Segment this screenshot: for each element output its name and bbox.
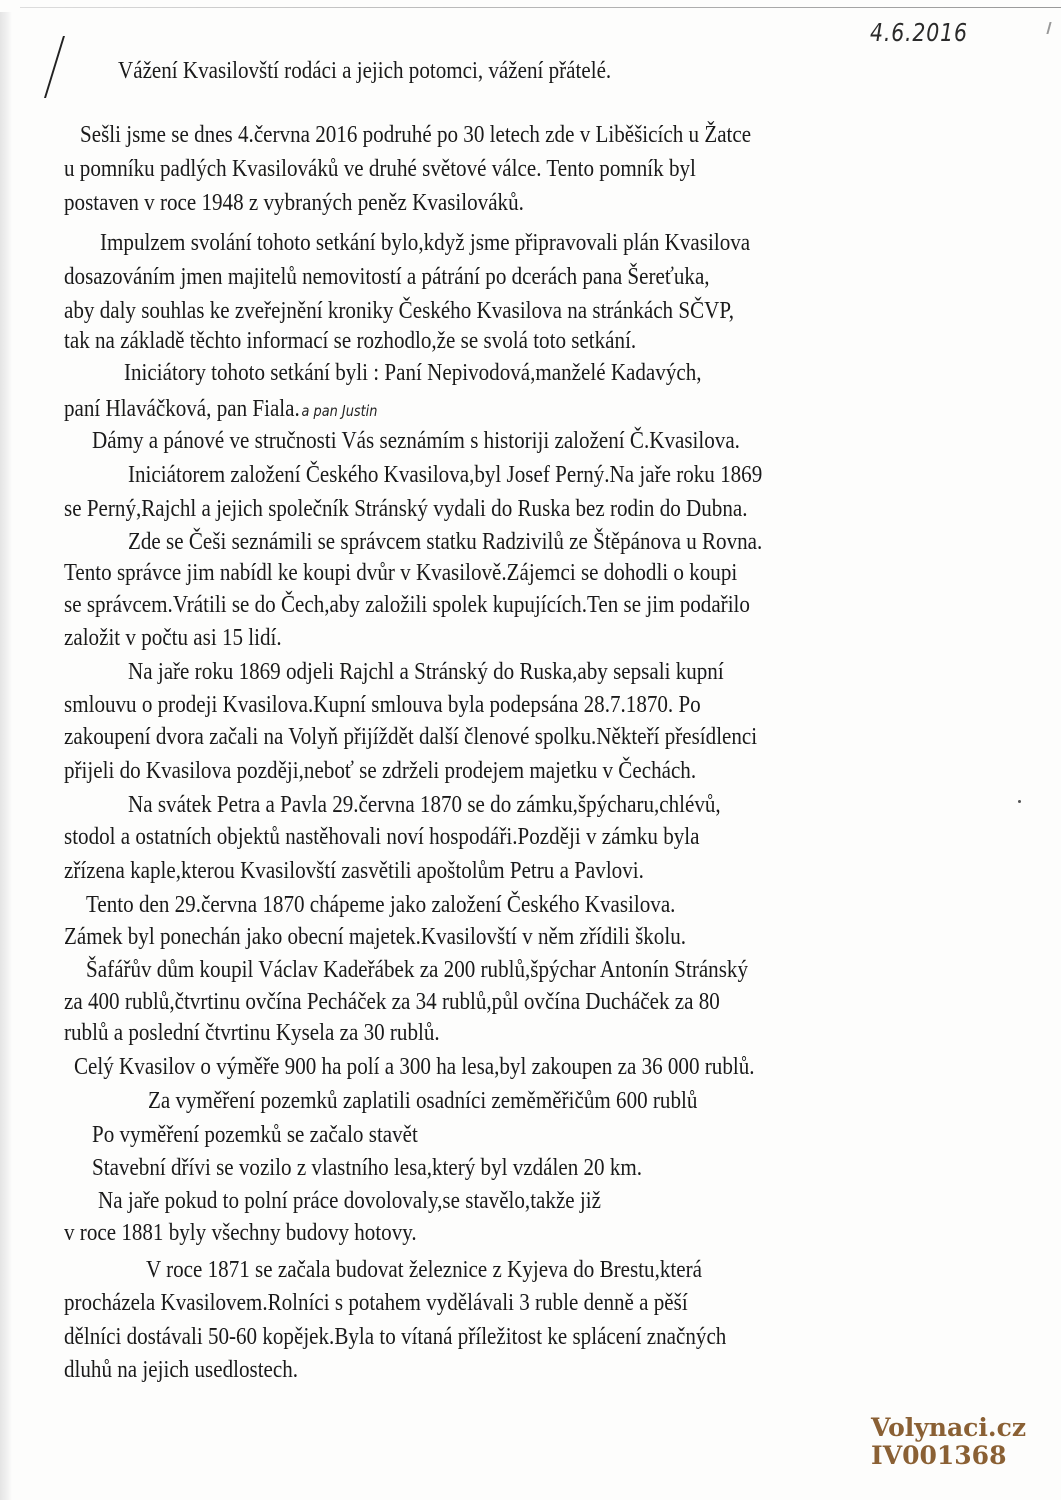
handwritten-date: 4.6.2016 <box>870 18 968 47</box>
text-line: procházela Kvasilovem.Rolníci s potahem vydělávali 3 ruble denně a pěší <box>64 1289 688 1316</box>
text-line: aby daly souhlas ke zveřejnění kroniky Českého Kvasilova na stránkách SČVP, <box>64 297 735 324</box>
text-line-with-note <box>64 394 377 426</box>
text-line: za 400 rublů,čtvrtinu ovčína Pecháček za 34 rublů,půl ovčína Ducháček za 80 <box>64 988 720 1015</box>
scan-edge-top <box>20 7 1061 8</box>
handwritten-note: a pan Justin <box>301 402 378 420</box>
text-line: Impulzem svolání tohoto setkání bylo,když jsme připravovali plán Kvasilova <box>100 229 751 256</box>
text-line: Za vyměření pozemků zaplatili osadníci zeměměřičům 600 rublů <box>148 1087 698 1114</box>
text-line: Tento den 29.června 1870 chápeme jako založení Českého Kvasilova. <box>86 891 676 918</box>
text-line: přijeli do Kvasilova později,neboť se zdrželi prodejem majetku v Čechách. <box>64 757 697 784</box>
text-line: smlouvu o prodeji Kvasilova.Kupní smlouva byla podepsána 28.7.1870. Po <box>64 691 701 718</box>
text-line: Na jaře pokud to polní práce dovolovaly,se stavělo,takže již <box>98 1187 601 1214</box>
text-line: Stavební dřívi se vozilo z vlastního lesa,který byl vzdálen 20 km. <box>92 1154 643 1181</box>
text-line: dosazováním jmen majitelů nemovitostí a pátrání po dcerách pana Šereťuka, <box>64 263 710 290</box>
watermark <box>871 1414 1026 1470</box>
text-line: Na jaře roku 1869 odjeli Rajchl a Stránský do Ruska,aby sepsali kupní <box>128 658 724 685</box>
text-line: Po vyměření pozemků se začalo stavět <box>92 1121 418 1148</box>
greeting: Vážení Kvasilovští rodáci a jejich potomci, vážení přátelé. <box>118 57 612 84</box>
text-line: Na svátek Petra a Pavla 29.června 1870 se do zámku,špýcharu,chlévů, <box>128 791 721 818</box>
text-line: Sešli jsme se dnes 4.června 2016 podruhé po 30 letech zde v Liběšicích u Žatce <box>80 121 752 148</box>
text-line: Celý Kvasilov o výměře 900 ha polí a 300 ha lesa,byl zakoupen za 36 000 rublů. <box>74 1053 755 1080</box>
text-segment: paní Hlaváčková, pan Fiala. <box>64 395 300 422</box>
corner-mark <box>1046 22 1051 34</box>
text-line: stodol a ostatních objektů nastěhovali noví hospodáři.Později v zámku byla <box>64 823 700 850</box>
text-line: u pomníku padlých Kvasilováků ve druhé světové válce. Tento pomník byl <box>64 155 696 182</box>
text-line: Iniciátorem založení Českého Kvasilova,byl Josef Perný.Na jaře roku 1869 <box>128 461 763 488</box>
text-line: založit v počtu asi 15 lidí. <box>64 624 282 651</box>
text-line: Zámek byl ponechán jako obecní majetek.Kvasilovští v něm zřídili školu. <box>64 923 687 950</box>
watermark-id: IV001368 <box>871 1441 1007 1470</box>
stray-mark <box>1018 800 1021 803</box>
handwritten-page-mark <box>44 36 65 98</box>
watermark-site: Volynaci.cz <box>871 1413 1027 1442</box>
text-line: v roce 1881 byly všechny budovy hotovy. <box>64 1219 417 1246</box>
text-line: zřízena kaple,kterou Kvasilovští zasvětili apoštolům Petru a Pavlovi. <box>64 857 644 884</box>
text-line: Zde se Češi seznámili se správcem statku Radzivilů ze Štěpánova u Rovna. <box>128 528 763 555</box>
text-line: dělníci dostávali 50-60 kopějek.Byla to vítaná příležitost ke splácení značných <box>64 1323 727 1350</box>
text-line: Tento správce jim nabídl ke koupi dvůr v Kvasilově.Zájemci se dohodli o koupi <box>64 559 738 586</box>
text-line: Iniciátory tohoto setkání byli : Paní Nepivodová,manželé Kadavých, <box>124 359 702 386</box>
text-line: se správcem.Vrátili se do Čech,aby založili spolek kupujících.Ten se jim podařilo <box>64 591 750 618</box>
text-line: dluhů na jejich usedlostech. <box>64 1356 299 1383</box>
text-line: postaven v roce 1948 z vybraných peněz Kvasilováků. <box>64 189 524 216</box>
text-line: zakoupení dvora začali na Volyň přijíždět další členové spolku.Někteří přesídlenci <box>64 723 758 750</box>
text-line: se Perný,Rajchl a jejich společník Stránský vydali do Ruska bez rodin do Dubna. <box>64 495 748 522</box>
text-line: V roce 1871 se začala budovat železnice z Kyjeva do Brestu,která <box>146 1256 702 1283</box>
text-line: Dámy a pánové ve stručnosti Vás seznámím s historiji založení Č.Kvasilova. <box>92 427 740 454</box>
text-line: Šafářův dům koupil Václav Kadeřábek za 200 rublů,špýchar Antonín Stránský <box>86 956 748 983</box>
text-line: rublů a poslední čtvrtinu Kysela za 30 rublů. <box>64 1019 440 1046</box>
text-line: tak na základě těchto informací se rozhodlo,že se svolá toto setkání. <box>64 327 637 354</box>
scan-edge-left <box>0 12 12 1500</box>
